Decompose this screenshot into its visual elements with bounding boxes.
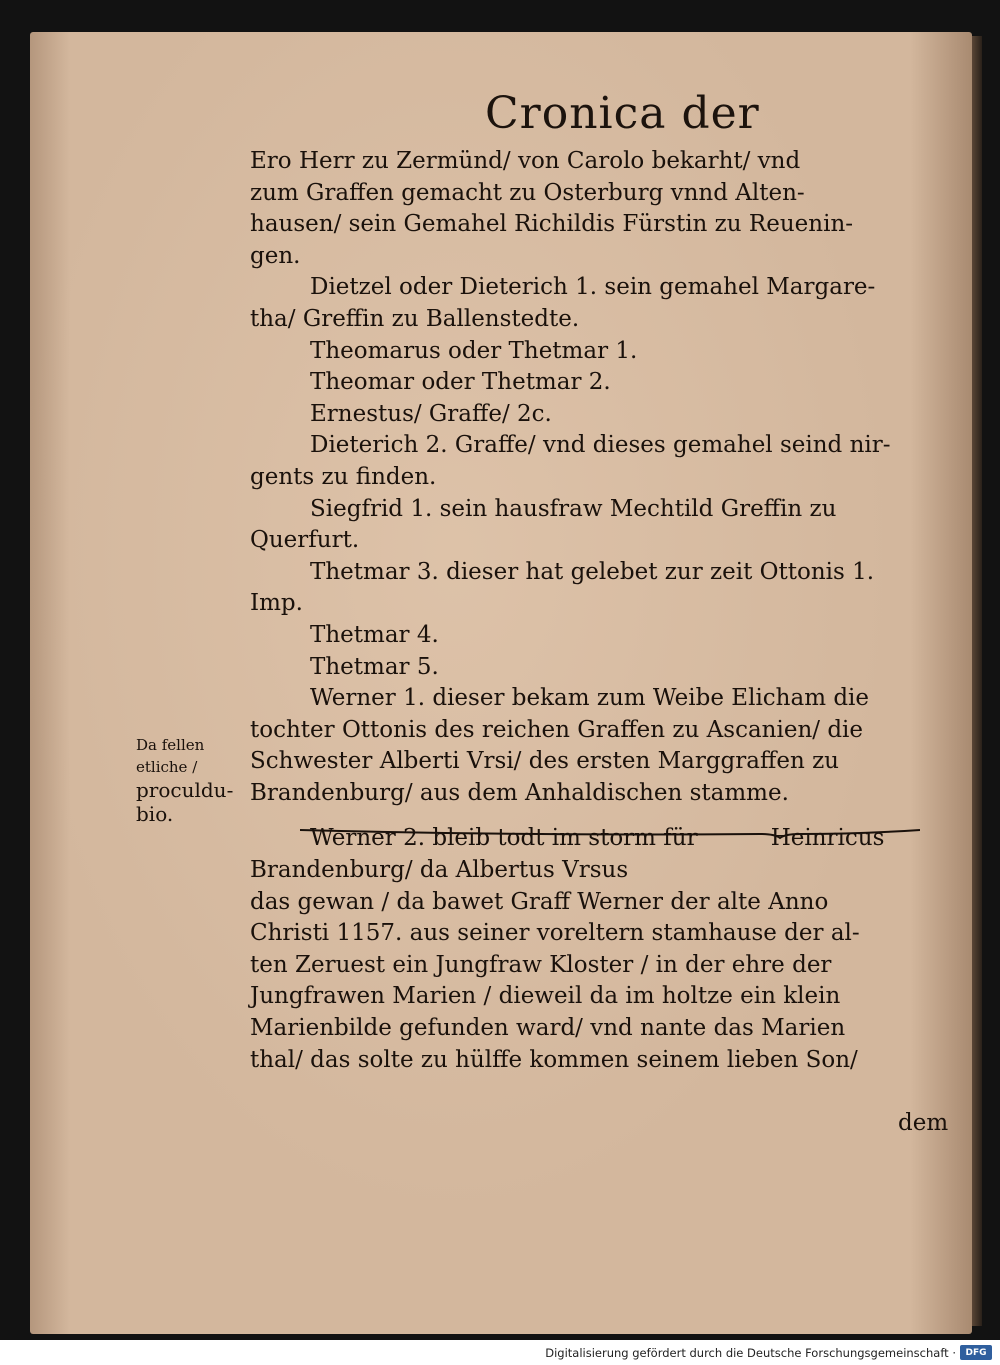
text-line: Imp. <box>250 590 303 617</box>
text-line: Thetmar 5. <box>310 653 439 680</box>
text-line: Ernestus/ Graffe/ 2c. <box>310 400 552 427</box>
text-line: Thetmar 4. <box>310 621 439 648</box>
running-head: Cronica der <box>485 88 760 139</box>
text-line: Siegfrid 1. sein hausfraw Mechtild Greffin zu <box>310 495 837 522</box>
text-line: Werner 2. bleib todt im storm für Heinricus <box>310 825 885 852</box>
text-line: Theomar oder Thetmar 2. <box>310 369 611 396</box>
text-line: Christi 1157. aus seiner voreltern stamhause der al- <box>250 920 860 947</box>
text-line: Dietzel oder Dieterich 1. sein gemahel Margare- <box>310 274 876 301</box>
text-line: tochter Ottonis des reichen Graffen zu Ascanien/ die <box>250 716 864 743</box>
margin-note-line: etliche / <box>136 758 198 776</box>
funding-notice: Digitalisierung gefördert durch die Deutsche Forschungsgemeinschaft · <box>545 1346 956 1360</box>
text-line: Ero Herr zu Zermünd/ von Carolo bekarht/ vnd <box>250 148 801 174</box>
text-line: ten Zeruest ein Jungfraw Kloster / in der ehre der <box>250 951 832 978</box>
body-text <box>250 146 966 1076</box>
catchword: dem <box>898 1110 949 1136</box>
text-line: Brandenburg/ da Albertus Vrsus <box>250 857 629 884</box>
text-line: Dieterich 2. Graffe/ vnd dieses gemahel seind nir- <box>310 432 891 459</box>
text-line: Jungfrawen Marien / dieweil da im holtze ein klein <box>250 983 841 1010</box>
margin-note-line: Da fellen <box>136 736 205 754</box>
text-line: Werner 1. dieser bekam zum Weibe Elicham die <box>310 685 870 712</box>
dfg-logo-icon: DFG <box>960 1345 992 1360</box>
text-line: hausen/ sein Gemahel Richildis Fürstin zu Reuenin- <box>250 211 854 238</box>
margin-note-line: bio. <box>136 802 174 826</box>
text-line: Schwester Alberti Vrsi/ des ersten Marggraffen zu <box>250 748 839 775</box>
text-line: Querfurt. <box>250 527 360 554</box>
page-edge <box>972 36 982 1326</box>
text-line: das gewan / da bawet Graff Werner der alte Anno <box>250 888 829 915</box>
text-line: Marienbilde gefunden ward/ vnd nante das Marien <box>250 1015 846 1042</box>
text-line: tha/ Greffin zu Ballenstedte. <box>250 305 580 332</box>
text-line: gen. <box>250 242 301 269</box>
text-line: gents zu finden. <box>250 463 437 490</box>
margin-note <box>136 734 246 826</box>
footer <box>0 1340 1000 1365</box>
text-line: thal/ das solte zu hülffe kommen seinem lieben Son/ <box>250 1046 858 1073</box>
text-line: Thetmar 3. dieser hat gelebet zur zeit Ottonis 1. <box>310 558 875 585</box>
text-line: Theomarus oder Thetmar 1. <box>310 337 638 364</box>
text-line: Brandenburg/ aus dem Anhaldischen stamme. <box>250 779 789 806</box>
text-line: zum Graffen gemacht zu Osterburg vnnd Alten- <box>250 179 805 206</box>
margin-note-line: proculdu- <box>136 778 234 802</box>
curly-brace-icon <box>300 826 920 840</box>
brace-spacer <box>250 809 966 823</box>
